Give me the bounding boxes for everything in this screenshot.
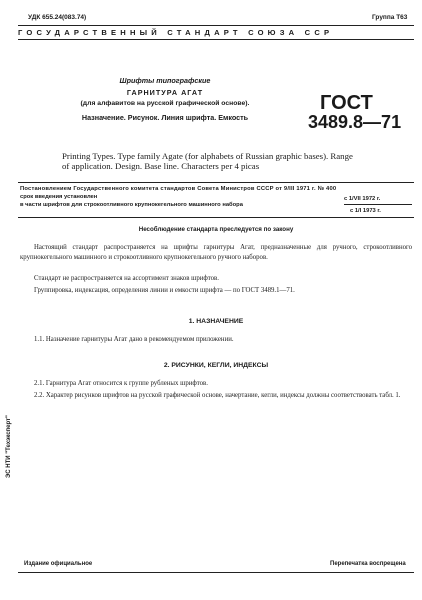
udk-code: УДК 655.24(083.74) (28, 14, 87, 21)
decree-rule-top (18, 182, 414, 183)
decree-line-3: в части шрифтов для строкоотливного крупнокегельного машинного набора (20, 202, 243, 208)
title-line-3: (для алфавитов на русской графической основе). (80, 100, 250, 107)
decree-date-2: с 1/I 1973 г. (350, 208, 381, 214)
section-1-paragraph-1: 1.1. Назначение гарнитуры Агат дано в рекомендуемом приложении. (34, 336, 234, 343)
intro-paragraph-3: Группировка, индексация, определения линии и емкости шрифта — по ГОСТ 3489.1—71. (34, 287, 295, 294)
footer-reprint-prohibited: Перепечатка воспрещена (330, 561, 406, 567)
section-2-paragraph-1: 2.1. Гарнитура Агат относится к группе рубленых шрифтов. (34, 380, 208, 387)
title-line-2: ГАРНИТУРА АГАТ (126, 88, 204, 97)
header-rule-top (18, 25, 414, 26)
title-line-4: Назначение. Рисунок. Линия шрифта. Емкость (81, 113, 249, 122)
decree-line-1: Постановлением Государственного комитета стандартов Совета Министров СССР от 9/III 1971 г. № 400 (20, 186, 337, 192)
group-code: Группа Т63 (372, 14, 408, 21)
title-line-1: Шрифты типографские (119, 76, 211, 85)
side-watermark-text: ЭС НТИ "Техэксперт" (6, 415, 12, 478)
standard-title: ГОСУДАРСТВЕННЫЙ СТАНДАРТ СОЮЗА ССР (18, 28, 334, 37)
gost-label: ГОСТ (320, 92, 373, 114)
decree-rule-bottom (18, 217, 414, 218)
english-title: Printing Types. Type family Agate (for alphabets of Russian graphic bases). Range of application. Design. Base line. Characters per 4 picas (62, 151, 353, 171)
decree-line-2: срок введения установлен (20, 194, 98, 200)
footer-rule (18, 572, 414, 573)
date1-underline (344, 204, 412, 205)
legal-notice: Несоблюдение стандарта преследуется по закону (138, 226, 294, 233)
gost-number: 3489.8—71 (308, 112, 402, 132)
footer-official-edition: Издание официальное (24, 561, 93, 567)
intro-paragraph-1: Настоящий стандарт распространяется на шрифты гарнитуры Агат, предназначенные для ручного, строкоотливного крупнокегельного машинного и строкоотливного крупнокегельного ручного наборов. (20, 244, 412, 261)
intro-paragraph-2: Стандарт не распространяется на ассортимент знаков шрифтов. (34, 275, 219, 282)
section-2-heading: 2. РИСУНКИ, КЕГЛИ, ИНДЕКСЫ (163, 362, 269, 369)
section-2-paragraph-2: 2.2. Характер рисунков шрифтов на русской графической основе, начертание, кегли, индексы должны соответствовать табл. 1. (34, 392, 401, 399)
section-1-heading: 1. НАЗНАЧЕНИЕ (188, 318, 244, 325)
decree-date-1: с 1/VII 1972 г. (344, 196, 381, 202)
header-rule-bottom (18, 39, 414, 40)
